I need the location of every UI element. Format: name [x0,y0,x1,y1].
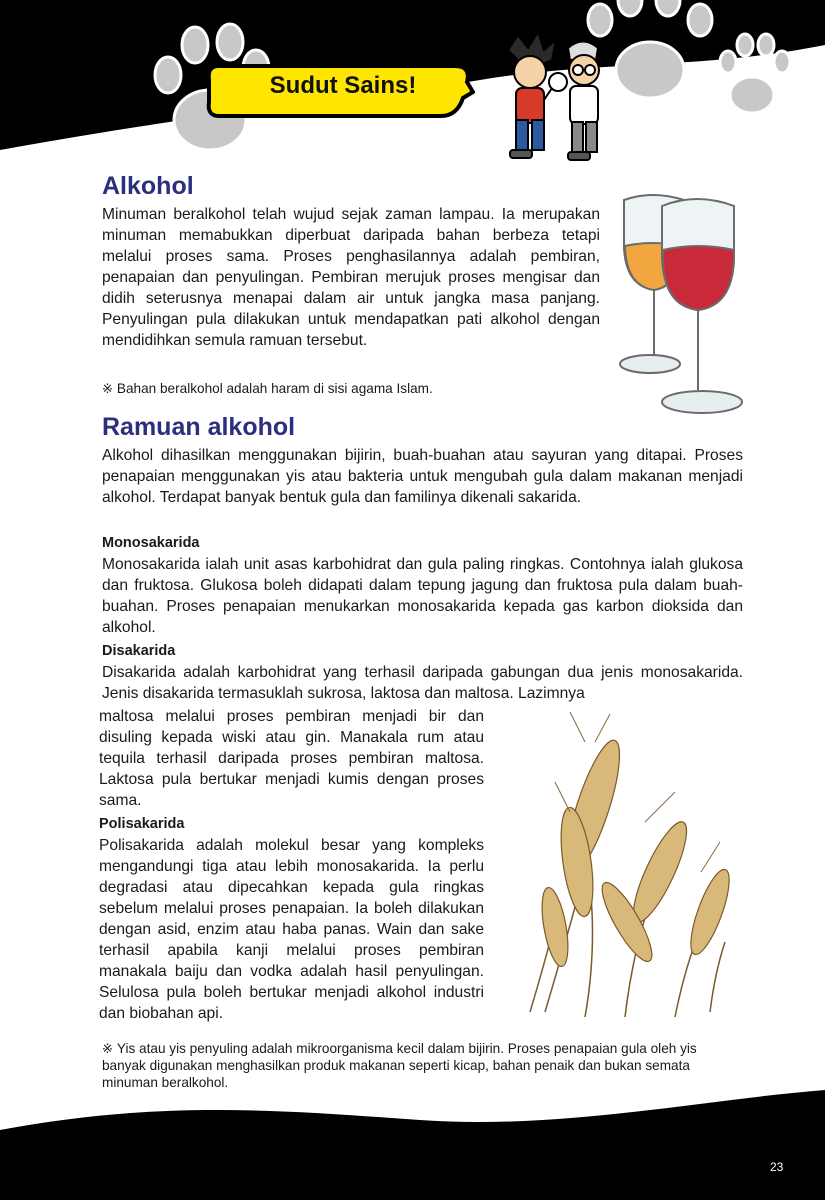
banner-title: Sudut Sains! [269,72,417,99]
footer-band [0,1090,825,1200]
page-number: 23 [770,1160,784,1174]
note-mark: ※ [102,381,113,396]
monosakarida-text: Monosakarida ialah unit asas karbohidrat dan gula paling ringkas. Contohnya ialah glukosa dan fruktosa. Glukosa boleh didapati dalam tepung jagung dan fruktosa pula dalam buah-buahan. Proses penapaian menukarkan monosakarida kepada gas karbon dioksida dan alkohol. [102,556,743,636]
alkohol-note [102,380,602,397]
wine-glasses-illustration [612,178,747,423]
monosakarida-heading: Monosakarida [102,535,200,551]
section-title-ramuan: Ramuan alkohol [102,413,296,441]
section-title-alkohol: Alkohol [102,172,194,200]
wheat-illustration [515,712,730,1022]
note-mark: ※ [102,1041,113,1056]
disakarida-heading: Disakarida [102,643,176,659]
disakarida-text: Disakarida adalah karbohidrat yang terhasil daripada gabungan dua jenis monosakarida. Jenis disakarida termasuklah sukrosa, laktosa dan maltosa. Lazimnya [102,664,743,702]
yis-note-text: Yis atau yis penyuling adalah mikroorganisma kecil dalam bijirin. Proses penapaian gula oleh yis banyak digunakan menghasilkan produk makanan seperti kicap, bahan penaik dan bukan semata minuman beralkohol. [102,1041,697,1090]
alkohol-paragraph: Minuman beralkohol telah wujud sejak zaman lampau. Ia merupakan minuman memabukkan diperbuat daripada bahan berbeza tetapi melalui proses sama. Proses penghasilannya adalah pembiran, penapaian dan penyulingan. Pembiran merujuk proses mengisar dan didih seterusnya menapai dalam air untuk jangka masa panjang. Penyulingan pula dilakukan untuk mendapatkan pati alkohol dengan mendidihkan semula ramuan tersebut. [102,206,600,349]
polisakarida-heading: Polisakarida [99,816,185,832]
alkohol-note-text: Bahan beralkohol adalah haram di sisi agama Islam. [116,381,433,396]
cartoon-characters-illustration [488,30,618,165]
polisakarida-text: Polisakarida adalah molekul besar yang kompleks mengandungi tiga atau lebih monosakarida. Ia perlu degradasi atau dipecahkan kepada gula ringkas sebelum melalui proses penapaian. Ia boleh dilakukan dengan asid, enzim atau haba panas. Wain dan sake terhasil apabila kanji melalui proses pembiran manakala baiju dan vodka adalah hasil penyulingan. Selulosa pula boleh bertukar menjadi alkohol industri dan biobahan api. [99,837,484,1022]
yis-note [102,1040,743,1091]
disakarida-text-continued: maltosa melalui proses pembiran menjadi bir dan disuling kepada wiski atau gin. Manakala rum atau tequila terhasil daripada proses pembiran maltosa. Laktosa pula bertukar menjadi kumis dengan proses sama. [99,708,484,809]
ramuan-intro: Alkohol dihasilkan menggunakan bijirin, buah-buahan atau sayuran yang ditapai. Proses penapaian menggunakan yis atau bakteria untuk mengubah gula dalam makanan menjadi alkohol. Terdapat banyak bentuk gula dan familinya dikenali sakarida. [102,447,743,506]
